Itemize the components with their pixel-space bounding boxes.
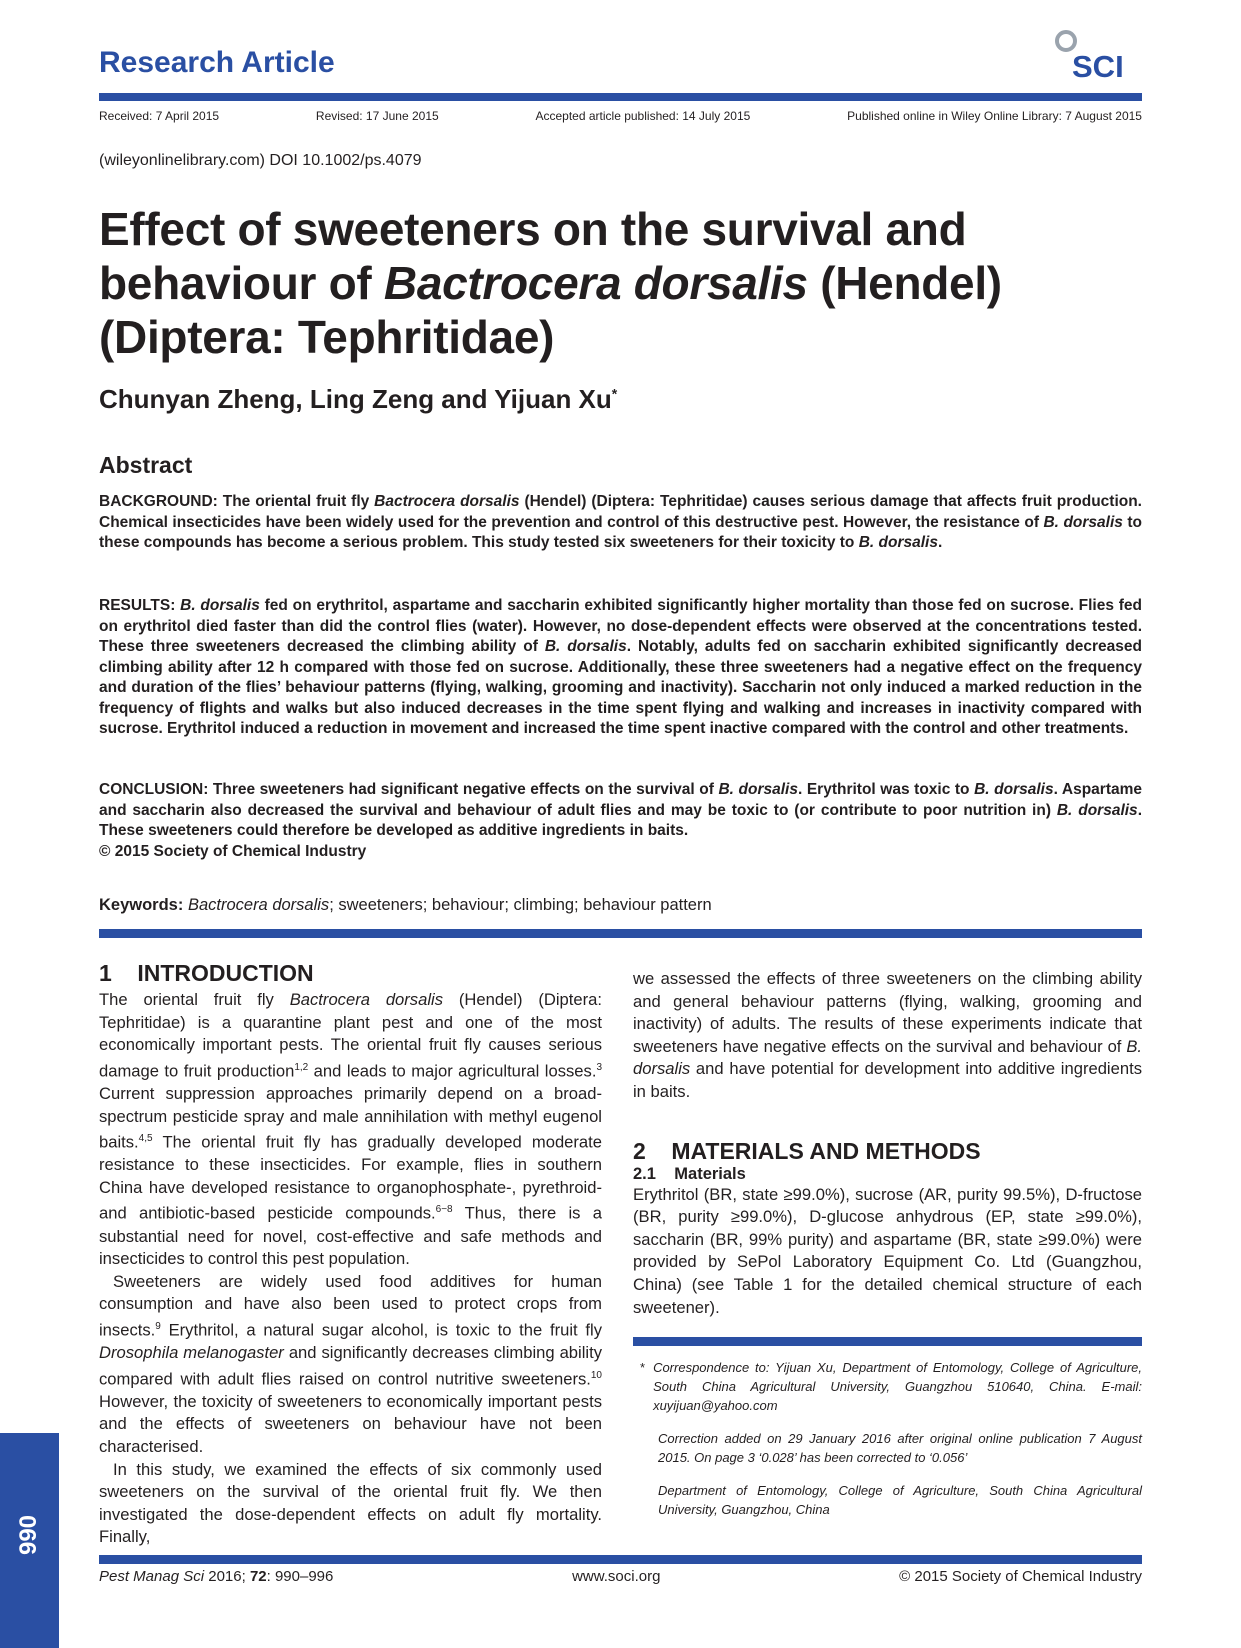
affiliation-note: Department of Entomology, College of Agriculture, South China Agricultural University, Guangzhou, China — [658, 1483, 1142, 1517]
title-line-1: Effect of sweeteners on the survival and — [99, 203, 967, 255]
title-line-2: behaviour of Bactrocera dorsalis (Hendel) — [99, 256, 1002, 309]
correspondence-footnote: * Correspondence to: Yijuan Xu, Department of Entomology, College of Agriculture, South China Agricultural University, Guangzhou 510640, China. E-mail: xuyijuan@yahoo.com — [640, 1360, 1142, 1413]
abstract-copyright: © 2015 Society of Chemical Industry — [99, 842, 367, 860]
received-date: Received: 7 April 2015 — [99, 109, 220, 123]
page-number: 990 — [15, 1514, 43, 1556]
page-footer — [99, 1568, 1142, 1585]
footer-copyright: © 2015 Society of Chemical Industry — [899, 1568, 1142, 1585]
accepted-date: Accepted article published: 14 July 2015 — [535, 109, 751, 123]
abstract-background: BACKGROUND: The oriental fruit fly Bactrocera dorsalis (Hendel) (Diptera: Tephritidae) causes serious damage that affects fruit production. Chemical insecticides have been widely used for the prevention and control of this destructive pest. However, the resistance of B. dorsalis to these compounds has become a serious problem. This study tested six sweeteners for their toxicity to B. dorsalis. — [99, 493, 1143, 551]
footnotes — [640, 1358, 1142, 1519]
footnote-rule — [633, 1337, 1142, 1346]
intro-paragraph-3: In this study, we examined the effects of six commonly used sweeteners on the survival of the oriental fruit fly. We then investigated the dose-dependent effects on adult fly mortality. Finally, — [99, 1459, 602, 1547]
materials-subheading: 2.1 Materials — [633, 1164, 746, 1183]
publication-dates — [99, 109, 1142, 123]
intro-paragraph-2: Sweeteners are widely used food additives for human consumption and have also been used to protect crops from insects.$^9$ Erythritol, a natural sugar alcohol, is toxic to the fruit fly Drosophila melanogaster and significantly decreases climbing ability compared with adult flies raised on control nutritive sweeteners.$^{10}$ However, the toxicity of sweeteners to economically important pests and the effects of sweeteners on behaviour have not been characterised. — [99, 1271, 602, 1456]
intro-heading: 1 INTRODUCTION — [99, 960, 314, 986]
materials-paragraph: Erythritol (BR, state ≥99.0%), sucrose (AR, purity 99.5%), D-fructose (BR, purity ≥99.0%), D-glucose anhydrous (EP, state ≥99.0%), saccharin (BR, 99% purity) and aspartame (BR, state ≥99.0%) were provided by SePol Laboratory Equipment Co. Ltd (Guangzhou, China) (see Table 1 for the detailed chemical structure of each sweetener). — [633, 1184, 1142, 1317]
intro-paragraph-1: The oriental fruit fly Bactrocera dorsalis (Hendel) (Diptera: Tephritidae) is a quarantine plant pest and one of the most economically important pests. The oriental fruit fly causes serious damage to fruit production$^{1,2}$ and leads to major agricultural losses.$^3$ Current suppression approaches primarily depend on a broad-spectrum pesticide spray and male annihilation with methyl eugenol baits.$^{4,5}$ The oriental fruit fly has gradually developed moderate resistance to these insecticides. For example, flies in southern China have developed resistance to organophosphate-, pyrethroid- and antibiotic-based pesticide compounds.$^{6-8}$ Thus, there is a substantial need for novel, cost-effective and safe methods and insecticides to control this pest population. — [99, 990, 603, 1269]
intro-paragraph-3-continued: we assessed the effects of three sweeteners on the climbing ability and general behaviour patterns (flying, walking, grooming and inactivity) of adults. The results of these experiments indicate that sweeteners have negative effects on the survival and behaviour of B. dorsalis and have potential for development into additive ingredients in baits. — [633, 969, 1142, 1101]
abstract-conclusion: CONCLUSION: Three sweeteners had significant negative effects on the survival of B. dorsalis. Erythritol was toxic to B. dorsalis. Aspartame and saccharin also decreased the survival and behaviour of adult flies and may be toxic to (or contribute to poor nutrition in) B. dorsalis. These sweeteners could therefore be developed as additive ingredients in baits. © 2015 Society of Chemical Industry — [99, 780, 1142, 862]
abstract-rule — [99, 929, 1142, 938]
header-rule — [99, 93, 1142, 101]
correction-note: Correction added on 29 January 2016 after original online publication 7 August 2015. On page 3 ‘0.028’ has been corrected to ‘0.056’ — [658, 1431, 1142, 1465]
doi: (wileyonlinelibrary.com) DOI 10.1002/ps.4079 — [99, 152, 422, 169]
sci-logo — [1050, 28, 1140, 84]
title-line-3: (Diptera: Tephritidae) — [99, 310, 555, 363]
website-link[interactable]: www.soci.org — [572, 1568, 661, 1585]
logo-ring-icon — [1057, 32, 1075, 50]
logo-text: SCI — [1072, 49, 1124, 84]
footer-rule — [99, 1555, 1142, 1564]
abstract-results: RESULTS: B. dorsalis fed on erythritol, aspartame and saccharin exhibited significantly higher mortality than those fed on sucrose. Flies fed on erythritol died faster than did the control flies (water). However, no dose-dependent effects were observed at the concentrations tested. These three sweeteners decreased the climbing ability of B. dorsalis. Notably, adults fed on saccharin exhibited significantly decreased climbing ability after 12 h compared with those fed on sucrose. Additionally, these three sweeteners had a negative effect on the frequency and duration of the flies’ behaviour patterns (flying, walking, grooming and inactivity). Saccharin not only induced a marked reduction in the frequency of flights and walks but also induced decreases in the time spent flying and walking and increases in inactivity compared with sucrose. Erythritol induced a reduction in movement and increased the time spent inactive compared with the control and other treatments. — [99, 597, 1143, 737]
methods-heading: 2 MATERIALS AND METHODS — [633, 1137, 981, 1164]
abstract-heading: Abstract — [99, 452, 193, 478]
published-date: Published online in Wiley Online Library: 7 August 2015 — [847, 109, 1142, 123]
left-column — [99, 960, 602, 1549]
right-column — [633, 968, 1142, 1319]
authors: Chunyan Zheng, Ling Zeng and Yijuan Xu* — [99, 384, 618, 414]
revised-date: Revised: 17 June 2015 — [315, 109, 439, 123]
keywords: Keywords: Bactrocera dorsalis; sweeteners; behaviour; climbing; behaviour pattern — [99, 896, 712, 914]
article-type: Research Article — [99, 46, 335, 79]
article-title — [99, 203, 1142, 364]
citation: Pest Manag Sci 2016; 72: 990–996 — [99, 1568, 334, 1585]
